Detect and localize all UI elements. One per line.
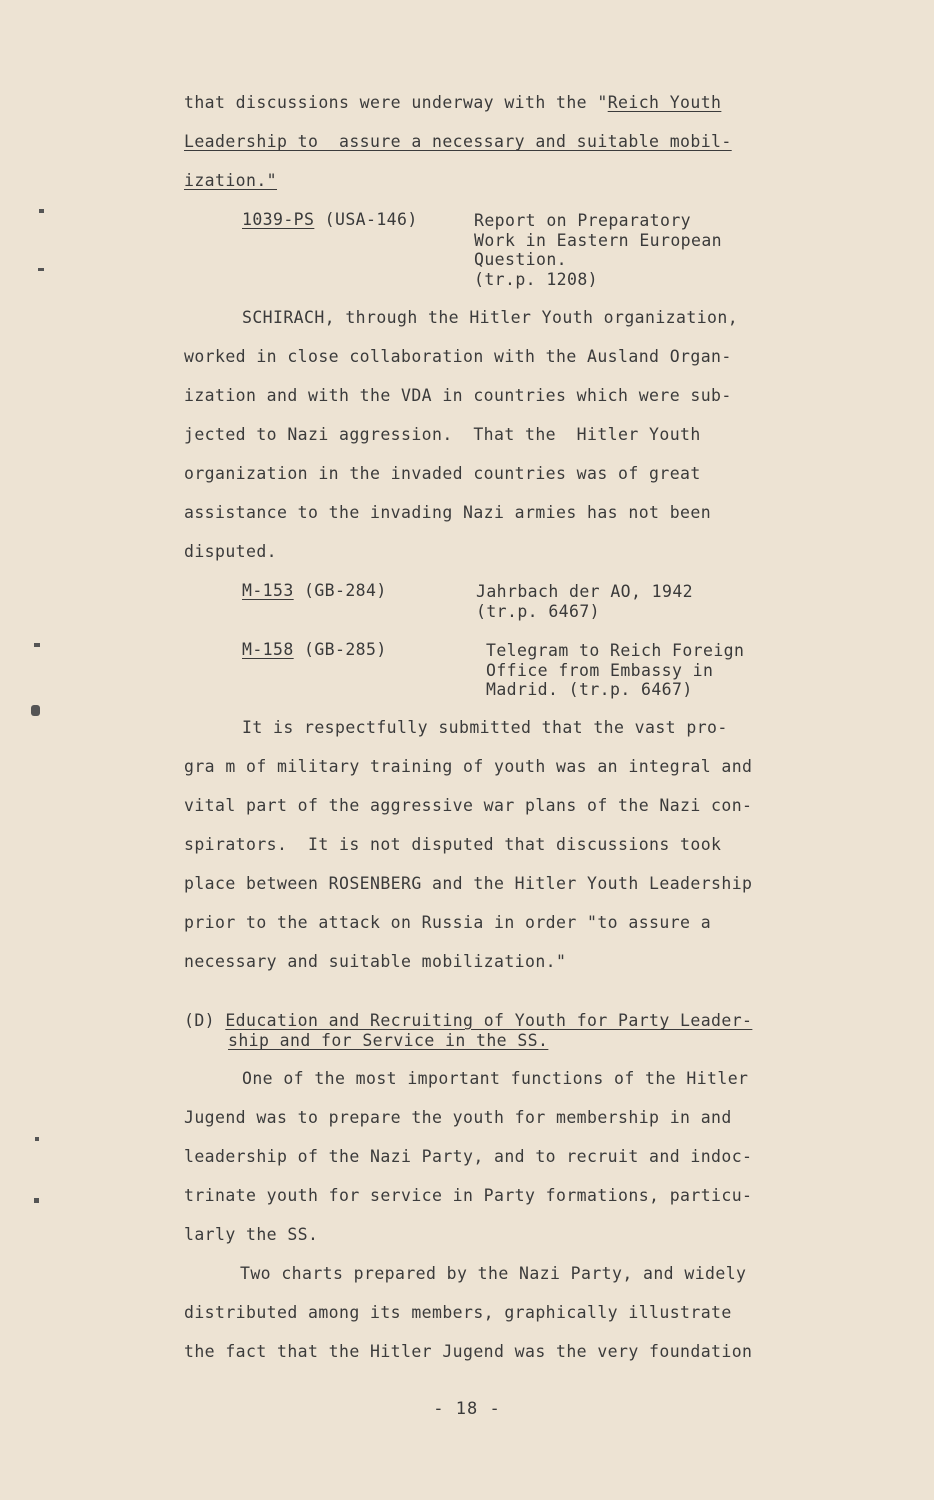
text-line: gra m of military training of youth was an integral and — [184, 757, 753, 776]
citation-description: Telegram to Reich Foreign Office from Embassy in Madrid. (tr.p. 6467) — [486, 641, 745, 699]
text-line: larly the SS. — [184, 1225, 319, 1244]
scan-mark — [31, 705, 40, 716]
scan-mark — [34, 643, 40, 647]
text-line: vital part of the aggressive war plans of the Nazi con- — [184, 796, 753, 815]
section-heading-cont: ship and for Service in the SS. — [228, 1031, 549, 1050]
scan-mark — [39, 209, 44, 213]
citation-doc: M-153 — [242, 581, 294, 600]
citation-description: Report on Preparatory Work in Eastern European Question. (tr.p. 1208) — [474, 211, 723, 289]
text-line: prior to the attack on Russia in order "to assure a — [184, 913, 712, 932]
citation-doc: M-158 — [242, 640, 294, 659]
text-line: assistance to the invading Nazi armies has not been — [184, 503, 712, 522]
text-line: trinate youth for service in Party formations, particu- — [184, 1186, 753, 1205]
text-line: SCHIRACH, through the Hitler Youth organization, — [242, 308, 739, 327]
citation-exhibit: (GB-285) — [293, 640, 387, 659]
text-line: the fact that the Hitler Jugend was the very foundation — [184, 1342, 753, 1361]
text-line: jected to Nazi aggression. That the Hitler Youth — [184, 425, 701, 444]
text-line: worked in close collaboration with the Ausland Organ- — [184, 347, 732, 366]
text-line: leadership of the Nazi Party, and to recruit and indoc- — [184, 1147, 753, 1166]
text-line: It is respectfully submitted that the vast pro- — [242, 718, 728, 737]
scan-mark — [34, 1198, 39, 1203]
citation-exhibit: (USA-146) — [314, 210, 418, 229]
text-line: necessary and suitable mobilization." — [184, 952, 567, 971]
scan-mark — [38, 268, 44, 271]
text-line: organization in the invaded countries was of great — [184, 464, 701, 483]
text-line: distributed among its members, graphically illustrate — [184, 1303, 732, 1322]
citation-exhibit: (GB-284) — [293, 581, 387, 600]
text-line: ization." — [184, 171, 278, 190]
page-number: - 18 - — [433, 1399, 501, 1419]
text-line: place between ROSENBERG and the Hitler Youth Leadership — [184, 874, 753, 893]
scan-mark — [35, 1137, 39, 1141]
text-line: ization and with the VDA in countries which were sub- — [184, 386, 732, 405]
section-heading: (D) Education and Recruiting of Youth for Party Leader- — [184, 1011, 753, 1030]
text-line: spirators. It is not disputed that discussions took — [184, 835, 722, 854]
text-line: that discussions were underway with the "Reich Youth — [184, 93, 722, 112]
text-line: Jugend was to prepare the youth for membership in and — [184, 1108, 732, 1127]
citation-doc: 1039-PS — [242, 210, 315, 229]
text-line: Two charts prepared by the Nazi Party, and widely — [240, 1264, 747, 1283]
text-line: One of the most important functions of the Hitler — [242, 1069, 749, 1088]
citation-description: Jahrbach der AO, 1942 (tr.p. 6467) — [476, 582, 694, 621]
text-line: Leadership to assure a necessary and suitable mobil- — [184, 132, 732, 151]
text-line: disputed. — [184, 542, 278, 561]
